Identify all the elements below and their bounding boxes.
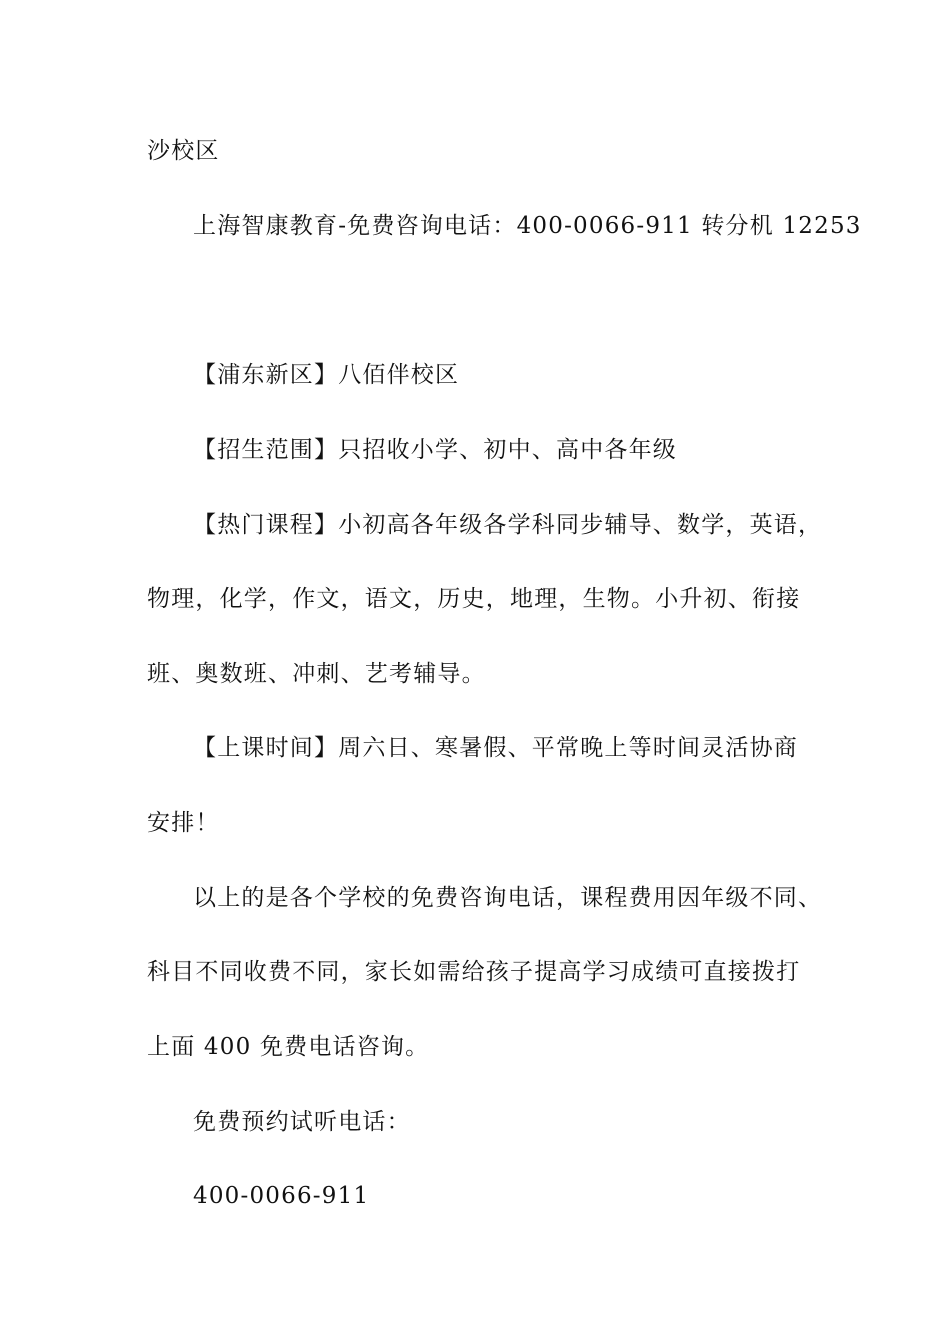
- text-line-pudong-campus: 【浦东新区】八佰伴校区: [193, 362, 460, 388]
- text-line-summary: 以上的是各个学校的免费咨询电话，课程费用因年级不同、: [193, 885, 823, 911]
- text-line-popular-courses: 【热门课程】小初高各年级各学科同步辅导、数学，英语，: [193, 512, 823, 538]
- text-line-class-time: 【上课时间】周六日、寒暑假、平常晚上等时间灵活协商: [193, 735, 798, 761]
- text-line-campus-fragment: 沙校区: [147, 138, 220, 164]
- text-line-trial-phone-label: 免费预约试听电话：: [193, 1109, 411, 1135]
- text-line-summary-cont-1: 科目不同收费不同，家长如需给孩子提高学习成绩可直接拨打: [147, 959, 801, 985]
- text-line-consult-phone: 上海智康教育-免费咨询电话：400-0066-911 转分机 12253: [193, 213, 862, 239]
- text-line-summary-cont-2: 上面 400 免费电话咨询。: [147, 1034, 430, 1060]
- text-line-trial-phone-number: 400-0066-911: [193, 1183, 370, 1209]
- text-line-popular-courses-cont-2: 班、奥数班、冲刺、艺考辅导。: [147, 661, 486, 687]
- text-line-popular-courses-cont-1: 物理，化学，作文，语文，历史，地理，生物。小升初、衔接: [147, 586, 801, 612]
- text-line-enrollment-range: 【招生范围】只招收小学、初中、高中各年级: [193, 437, 677, 463]
- text-line-class-time-cont: 安排！: [147, 810, 220, 836]
